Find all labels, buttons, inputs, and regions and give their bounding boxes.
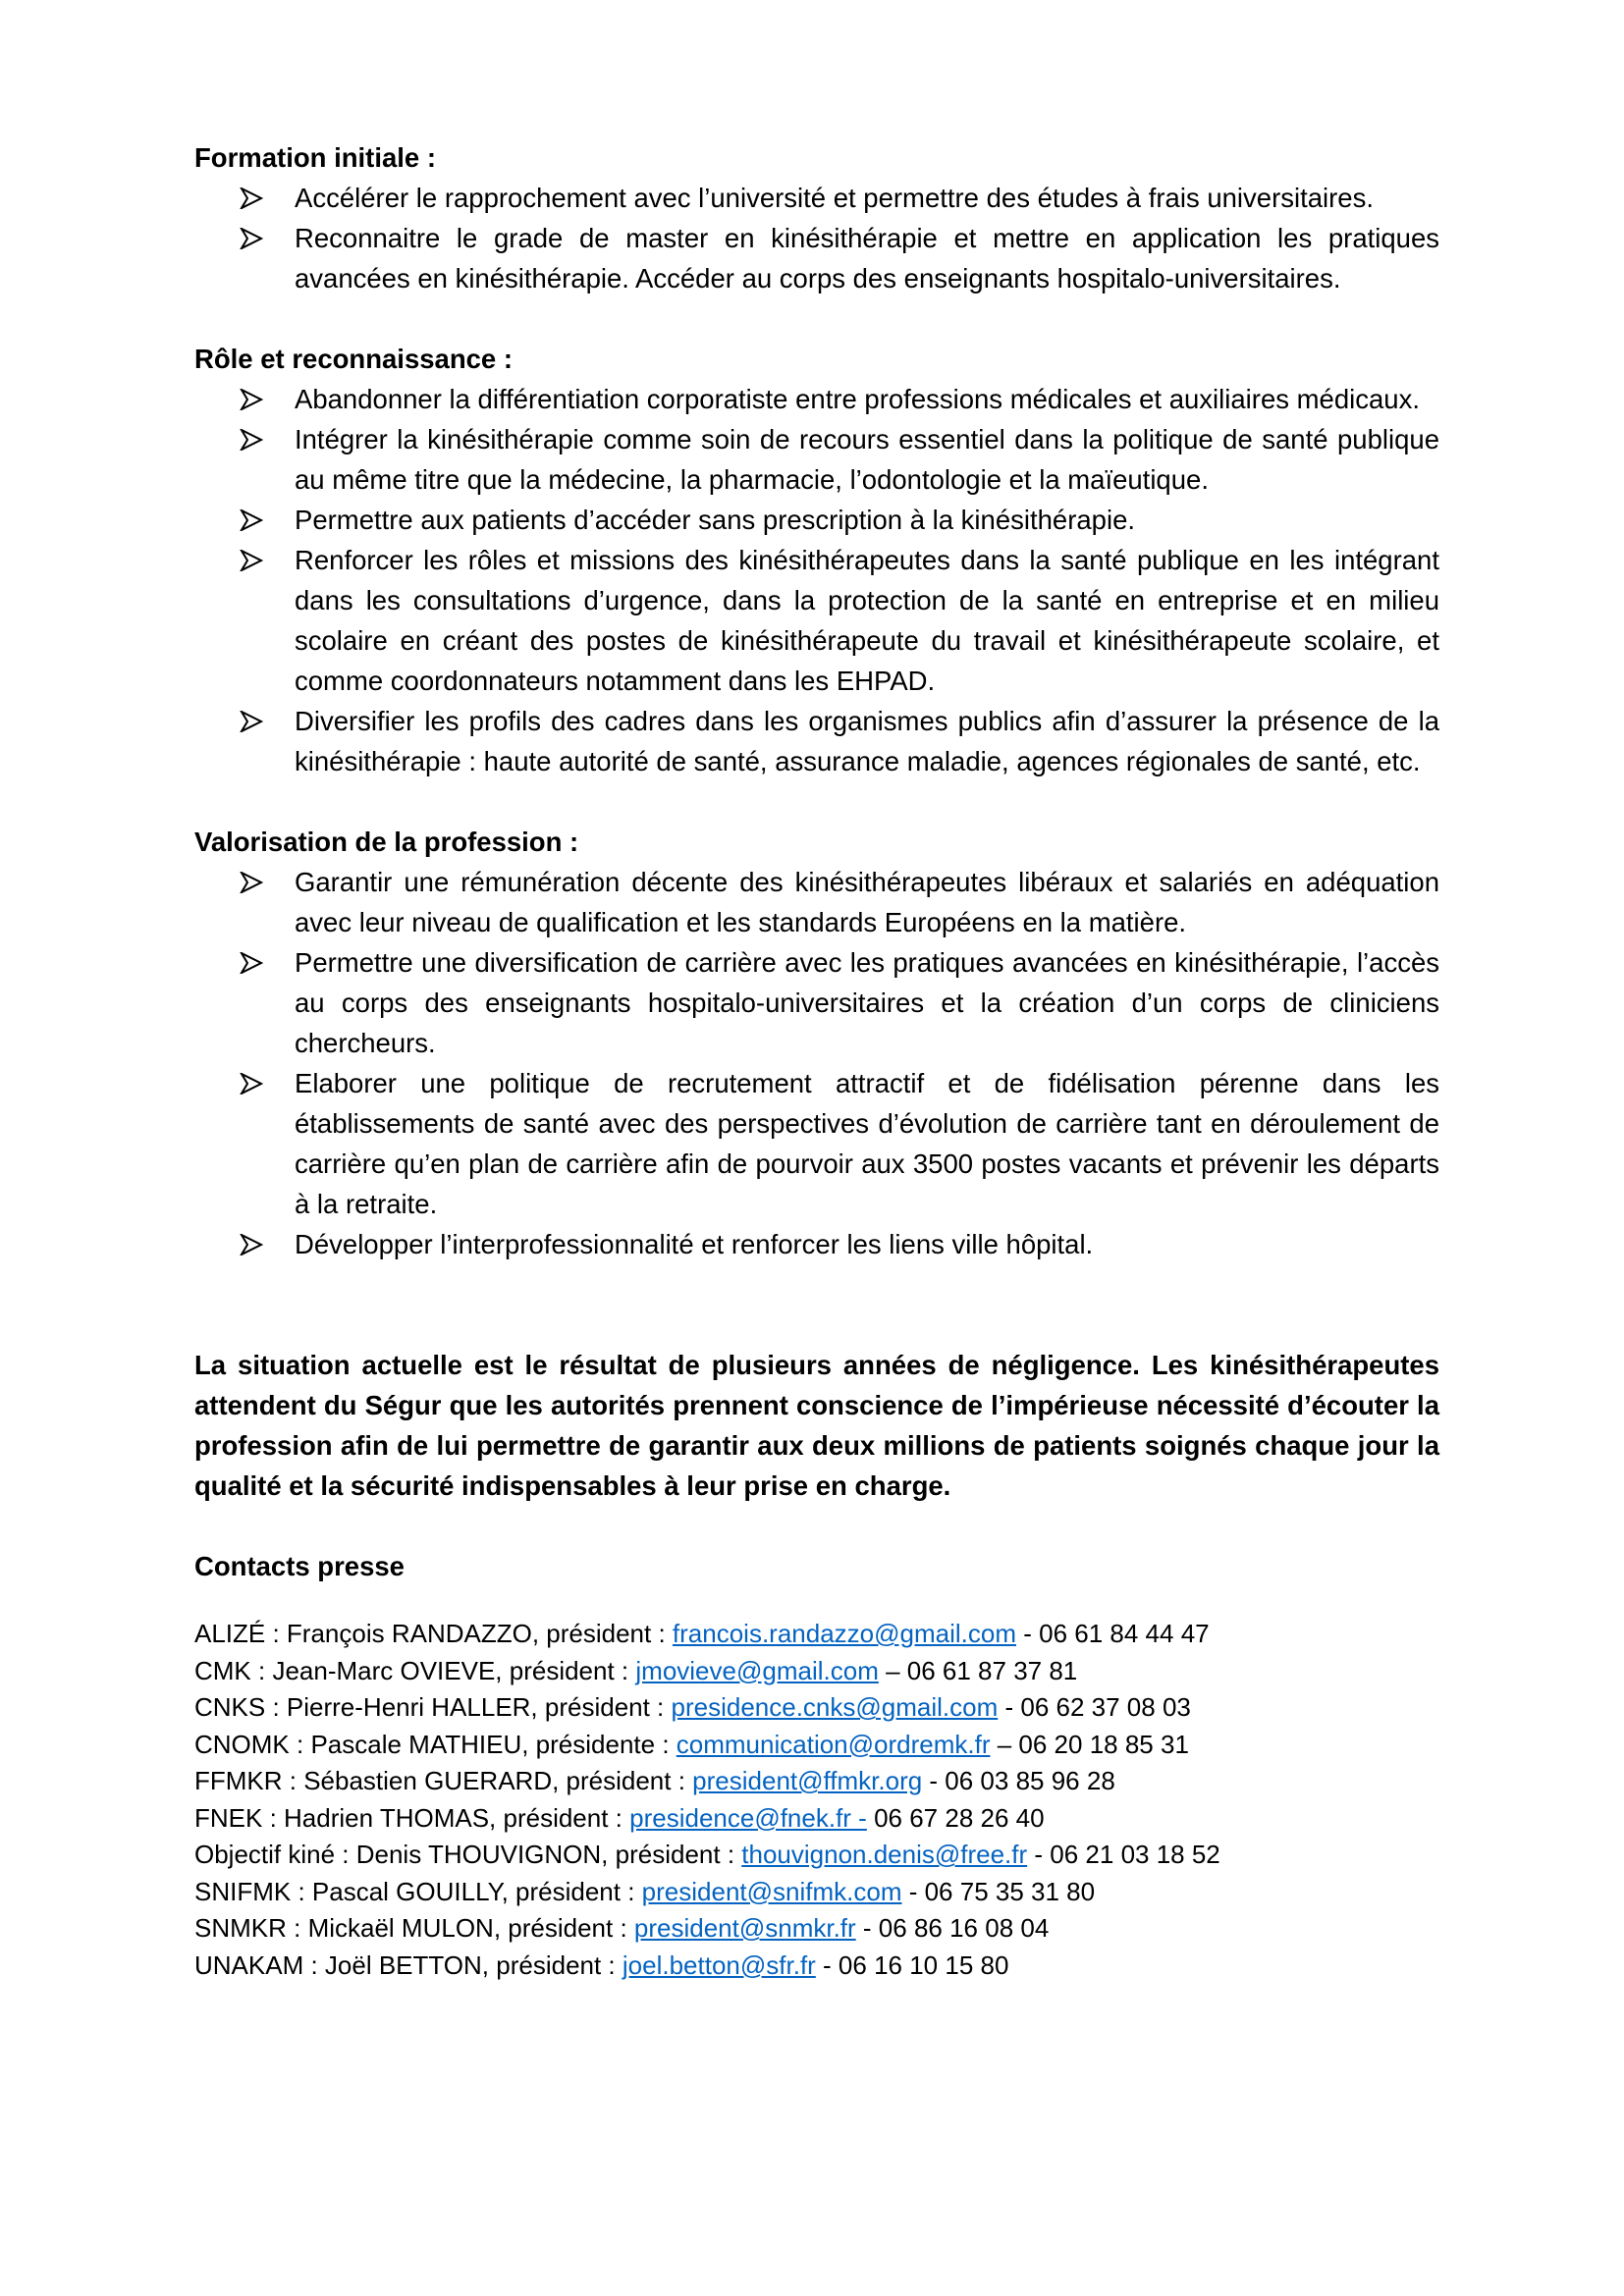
- contact-phone: – 06 20 18 85 31: [990, 1729, 1189, 1759]
- arrowhead-bullet-icon: [240, 1063, 269, 1103]
- contact-row: [194, 1948, 1439, 1985]
- arrowhead-bullet-icon: [240, 942, 269, 983]
- list-item: [194, 218, 1439, 298]
- contact-phone: - 06 86 16 08 04: [855, 1913, 1050, 1943]
- contact-name: FNEK : Hadrien THOMAS, président :: [194, 1802, 630, 1833]
- contact-email-link[interactable]: president@ffmkr.org: [692, 1766, 923, 1795]
- arrowhead-bullet-icon: [240, 862, 269, 902]
- contact-phone: - 06 16 10 15 80: [815, 1949, 1009, 1980]
- contact-email-link[interactable]: joel.betton@sfr.fr: [622, 1949, 816, 1980]
- contact-email-link[interactable]: presidence@fnek.fr -: [629, 1802, 867, 1833]
- arrowhead-bullet-icon: [240, 379, 269, 419]
- list-item: [194, 701, 1439, 781]
- list-item-text: Abandonner la différentiation corporatiste entre professions médicales et auxiliaires médicaux.: [295, 384, 1420, 414]
- list-item: [194, 500, 1439, 540]
- contact-row: [194, 1763, 1439, 1800]
- contact-name: CMK : Jean-Marc OVIEVE, président :: [194, 1655, 636, 1685]
- contact-email-link[interactable]: president@snifmk.com: [641, 1876, 902, 1906]
- list-item-text: Elaborer une politique de recrutement attractif et de fidélisation pérenne dans les établissements de santé avec des perspectives d’évolution de carrière tant en déroulement de carrière qu’en plan de carrière afin de pourvoir aux 3500 postes vacants et prévenir les départs à la retraite.: [295, 1068, 1439, 1219]
- list-item-text: Reconnaitre le grade de master en kinésithérapie et mettre en application les pratiques avancées en kinésithérapie. Accéder au corps des enseignants hospitalo-universitaires.: [295, 223, 1439, 294]
- contact-name: CNKS : Pierre-Henri HALLER, président :: [194, 1692, 672, 1722]
- contact-phone: - 06 03 85 96 28: [922, 1766, 1115, 1795]
- bullet-list: [194, 178, 1439, 298]
- contact-row: [194, 1800, 1439, 1838]
- section-heading: Rôle et reconnaissance :: [194, 344, 514, 374]
- contact-row: [194, 1653, 1439, 1690]
- list-item-text: Permettre une diversification de carrière avec les pratiques avancées en kinésithérapie, l’accès au corps des enseignants hospitalo-universitaires et la création d’un corps de cliniciens chercheurs.: [295, 947, 1439, 1058]
- section-role-reconnaissance: [194, 339, 1439, 781]
- contacts-list: [194, 1616, 1439, 1984]
- contact-row: [194, 1616, 1439, 1653]
- contact-email-link[interactable]: thouvignon.denis@free.fr: [741, 1840, 1028, 1869]
- list-item-text: Développer l’interprofessionnalité et renforcer les liens ville hôpital.: [295, 1229, 1094, 1259]
- section-heading: Valorisation de la profession :: [194, 827, 579, 857]
- list-item: [194, 419, 1439, 500]
- contact-email-link[interactable]: jmovieve@gmail.com: [635, 1655, 879, 1685]
- document-page: [194, 137, 1439, 1984]
- list-item-text: Renforcer les rôles et missions des kinésithérapeutes dans la santé publique en les intégrant dans les consultations d’urgence, dans la protection de la santé en entreprise et en milieu scolaire en créant des postes de kinésithérapeute du travail et kinésithérapeute scolaire, et comme coordonnateurs notamment dans les EHPAD.: [295, 545, 1439, 696]
- contact-phone: - 06 75 35 31 80: [901, 1876, 1096, 1906]
- bullet-list: [194, 379, 1439, 781]
- contact-name: Objectif kiné : Denis THOUVIGNON, président :: [194, 1840, 742, 1869]
- contact-row: [194, 1727, 1439, 1764]
- section-heading: Formation initiale :: [194, 142, 436, 173]
- contact-row: [194, 1689, 1439, 1727]
- list-item: [194, 379, 1439, 419]
- contact-phone: - 06 62 37 08 03: [998, 1692, 1191, 1722]
- list-item: [194, 178, 1439, 218]
- arrowhead-bullet-icon: [240, 540, 269, 580]
- contact-email-link[interactable]: communication@ordremk.fr: [676, 1729, 991, 1759]
- contact-email-link[interactable]: presidence.cnks@gmail.com: [671, 1692, 999, 1722]
- list-item: [194, 540, 1439, 701]
- conclusion-paragraph: La situation actuelle est le résultat de plusieurs années de négligence. Les kinésithérapeutes attendent du Ségur que les autorités prennent conscience de l’impérieuse nécessité d’écouter la profession afin de lui permettre de garantir aux deux millions de patients soignés chaque jour la qualité et la sécurité indispensables à leur prise en charge.: [194, 1350, 1439, 1501]
- contact-phone: - 06 61 84 44 47: [1016, 1619, 1210, 1648]
- contact-phone: 06 67 28 26 40: [866, 1802, 1045, 1833]
- bullet-list: [194, 862, 1439, 1264]
- contact-name: UNAKAM : Joël BETTON, président :: [194, 1949, 623, 1980]
- arrowhead-bullet-icon: [240, 701, 269, 741]
- contact-name: FFMKR : Sébastien GUERARD, président :: [194, 1766, 693, 1795]
- contacts-heading: Contacts presse: [194, 1551, 405, 1581]
- contact-phone: – 06 61 87 37 81: [878, 1655, 1078, 1685]
- contact-email-link[interactable]: francois.randazzo@gmail.com: [672, 1619, 1017, 1648]
- arrowhead-bullet-icon: [240, 218, 269, 258]
- list-item-text: Accélérer le rapprochement avec l’université et permettre des études à frais universitaires.: [295, 183, 1374, 213]
- arrowhead-bullet-icon: [240, 178, 269, 218]
- list-item: [194, 1224, 1439, 1264]
- list-item-text: Permettre aux patients d’accéder sans prescription à la kinésithérapie.: [295, 505, 1136, 535]
- contact-row: [194, 1837, 1439, 1874]
- contact-email-link[interactable]: president@snmkr.fr: [633, 1913, 856, 1943]
- contact-name: SNIFMK : Pascal GOUILLY, président :: [194, 1876, 642, 1906]
- section-valorisation: [194, 822, 1439, 1264]
- list-item-text: Diversifier les profils des cadres dans les organismes publics afin d’assurer la présence de la kinésithérapie : haute autorité de santé, assurance maladie, agences régionales de santé, etc.: [295, 706, 1439, 776]
- contact-row: [194, 1874, 1439, 1911]
- contact-name: CNOMK : Pascale MATHIEU, présidente :: [194, 1729, 677, 1759]
- list-item-text: Intégrer la kinésithérapie comme soin de recours essentiel dans la politique de santé publique au même titre que la médecine, la pharmacie, l’odontologie et la maïeutique.: [295, 424, 1439, 495]
- arrowhead-bullet-icon: [240, 1224, 269, 1264]
- contact-name: ALIZÉ : François RANDAZZO, président :: [194, 1619, 673, 1648]
- contact-row: [194, 1910, 1439, 1948]
- section-formation-initiale: [194, 137, 1439, 298]
- list-item-text: Garantir une rémunération décente des kinésithérapeutes libéraux et salariés en adéquation avec leur niveau de qualification et les standards Européens en la matière.: [295, 867, 1439, 937]
- contact-name: SNMKR : Mickaël MULON, président :: [194, 1913, 634, 1943]
- list-item: [194, 1063, 1439, 1224]
- contact-phone: - 06 21 03 18 52: [1027, 1840, 1220, 1869]
- list-item: [194, 942, 1439, 1063]
- arrowhead-bullet-icon: [240, 500, 269, 540]
- list-item: [194, 862, 1439, 942]
- arrowhead-bullet-icon: [240, 419, 269, 459]
